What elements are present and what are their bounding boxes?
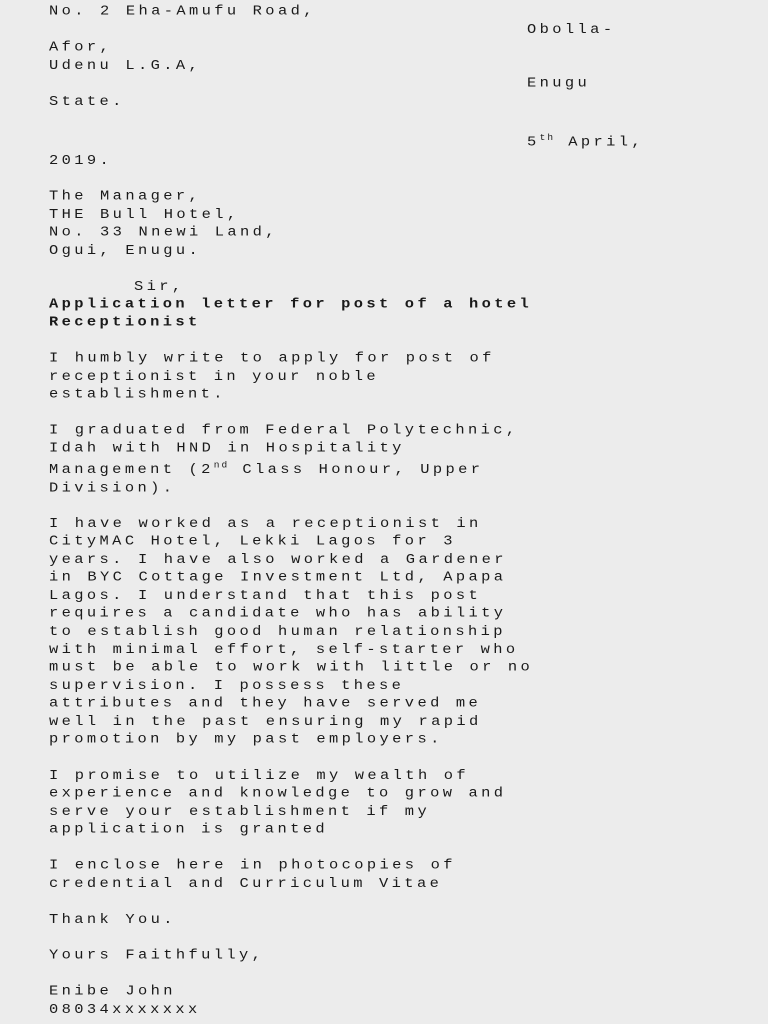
para3-line-12: well in the past ensuring my rapid — [49, 713, 482, 730]
subject-line-2: Receptionist — [49, 313, 201, 331]
address-line-1: No. 2 Eha-Amufu Road, — [49, 2, 316, 20]
para5-line-2: credential and Curriculum Vitae — [49, 874, 443, 892]
para3-line-8: with minimal effort, self-starter who — [49, 641, 519, 658]
recipient-line-2: THE Bull Hotel, — [49, 206, 240, 223]
para3-line-11: attributes and they have served me — [49, 694, 482, 712]
para4-line-2: experience and knowledge to grow and — [49, 784, 507, 802]
para3-line-9: must be able to work with little or no — [49, 658, 534, 676]
para4-line-3: serve your establishment if my — [49, 803, 431, 820]
para1-line-3: establishment. — [49, 385, 226, 403]
para3-line-6: requires a candidate who has ability — [49, 604, 507, 621]
date-line — [527, 132, 645, 150]
para3-line-10: supervision. I possess these — [49, 677, 405, 694]
para2-line-3 — [49, 460, 484, 478]
para3-line-4: in BYC Cottage Investment Ltd, Apapa — [49, 568, 507, 586]
para1-line-2: receptionist in your noble — [49, 368, 380, 385]
para4-line-4: application is granted — [49, 820, 328, 838]
address-line-4: Udenu L.G.A, — [49, 57, 202, 74]
salutation: Sir, — [134, 277, 185, 295]
date-day-suffix: th — [539, 132, 556, 143]
para2-line-3-b: Class Honour, Upper — [229, 460, 484, 478]
para2-line-3-a: Management (2 — [49, 460, 214, 478]
para5-line-1: I enclose here in photocopies of — [49, 856, 456, 874]
para3-line-1: I have worked as a receptionist in — [49, 515, 482, 532]
address-line-5: Enugu — [527, 74, 591, 92]
para2-line-2: Idah with HND in Hospitality — [49, 439, 405, 457]
closing-line: Yours Faithfully, — [49, 946, 265, 964]
address-line-3: Afor, — [49, 38, 113, 56]
recipient-line-1: The Manager, — [49, 187, 202, 205]
para3-line-5: Lagos. I understand that this post — [49, 586, 482, 604]
date-year: 2019. — [49, 151, 113, 169]
recipient-line-4: Ogui, Enugu. — [49, 241, 202, 259]
signature-name: Enibe John — [49, 982, 176, 1000]
para3-line-13: promotion by my past employers. — [49, 730, 443, 748]
thanks-line: Thank You. — [49, 910, 176, 928]
date-day: 5 — [527, 133, 540, 150]
para2-line-3-sup: nd — [213, 460, 230, 471]
para3-line-7: to establish good human relationship — [49, 622, 506, 640]
address-line-2: Obolla- — [527, 21, 616, 38]
date-month: April, — [568, 133, 645, 150]
para3-line-2: CityMAC Hotel, Lekki Lagos for 3 — [49, 532, 456, 550]
para1-line-1: I humbly write to apply for post of — [49, 349, 495, 367]
para2-line-4: Division). — [49, 479, 176, 496]
subject-line-1: Application letter for post of a hotel — [49, 295, 533, 312]
signature-phone: 08034xxxxxxx — [49, 1000, 201, 1018]
para2-line-1: I graduated from Federal Polytechnic, — [49, 421, 519, 438]
recipient-line-3: No. 33 Nnewi Land, — [49, 223, 278, 241]
address-line-6: State. — [49, 92, 125, 110]
para4-line-1: I promise to utilize my wealth of — [49, 767, 469, 784]
para3-line-3: years. I have also worked a Gardener — [49, 551, 507, 568]
